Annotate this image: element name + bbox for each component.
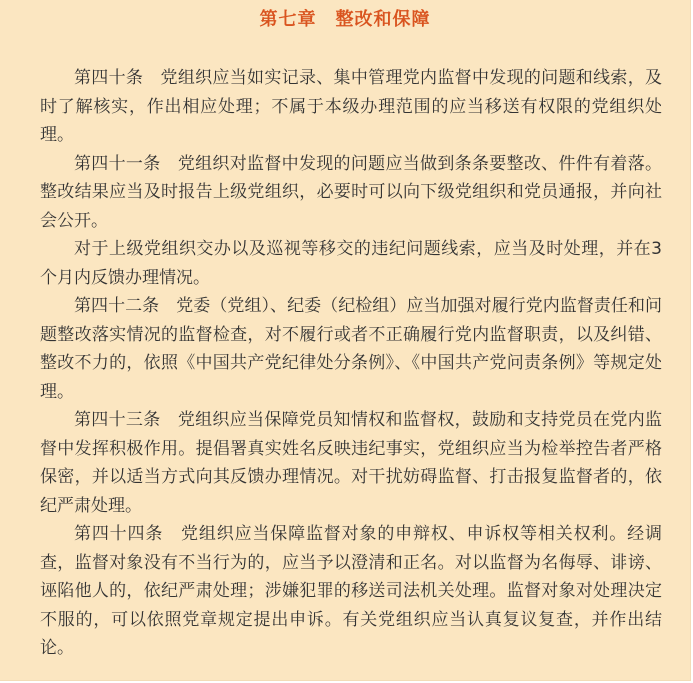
paragraph-article-43: 第四十三条 党组织应当保障党员知情权和监督权，鼓励和支持党员在党内监督中发挥积极作用。提倡署真实姓名反映违纪事实，党组织应当为检举控告者严格保密，并以适当方式向其反馈办理情况。对干扰妨碍监督、打击报复监督者的，依纪严肃处理。 [40, 410, 662, 516]
document-body [40, 64, 662, 663]
paragraph-article-41-supplement: 对于上级党组织交办以及巡视等移交的违纪问题线索，应当及时处理，并在3个月内反馈办理情况。 [40, 239, 662, 288]
paragraph-article-40: 第四十条 党组织应当如实记录、集中管理党内监督中发现的问题和线索，及时了解核实，作出相应处理；不属于本级办理范围的应当移送有权限的党组织处理。 [40, 68, 662, 145]
paragraph-article-41: 第四十一条 党组织对监督中发现的问题应当做到条条要整改、件件有着落。整改结果应当及时报告上级党组织，必要时可以向下级党组织和党员通报，并向社会公开。 [40, 153, 662, 231]
chapter-title: 第七章 整改和保障 [259, 9, 431, 30]
paragraph-article-44: 第四十四条 党组织应当保障监督对象的申辩权、申诉权等相关权利。经调查，监督对象没有不当行为的，应当予以澄清和正名。对以监督为名侮辱、诽谤、诬陷他人的，依纪严肃处理；涉嫌犯罪的移送司法机关处理。监督对象对处理决定不服的，可以依照党章规定提出申诉。有关党组织应当认真复议复查，并作出结论。 [40, 524, 662, 658]
paragraph-article-42: 第四十二条 党委（党组）、纪委（纪检组）应当加强对履行党内监督责任和问题整改落实情况的监督检查，对不履行或者不正确履行党内监督职责，以及纠错、整改不力的，依照《中国共产党纪律处分条例》、《中国共产党问责条例》等规定处理。 [40, 296, 662, 402]
